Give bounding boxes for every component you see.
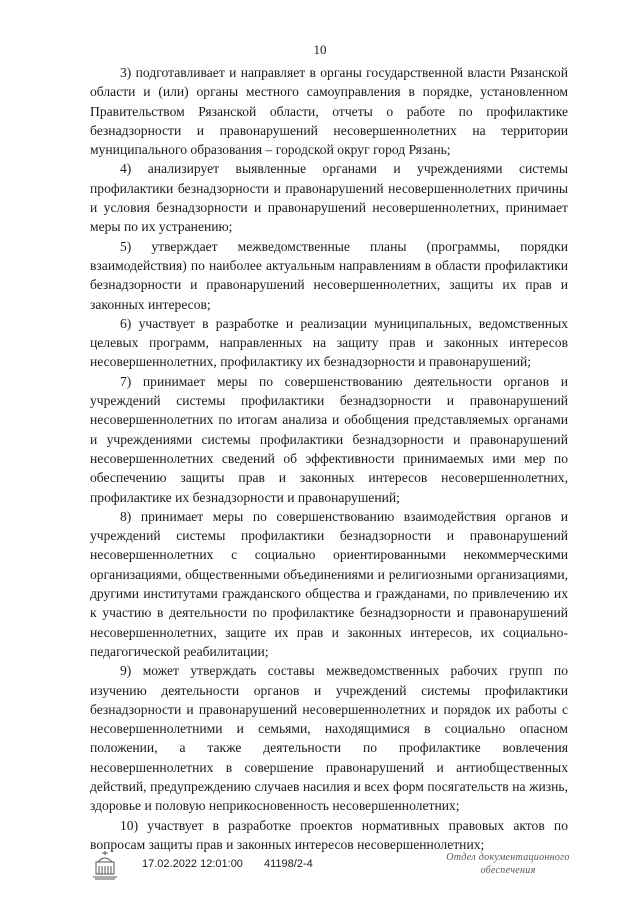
department-stamp bbox=[438, 851, 578, 877]
paragraph-4: 4) анализирует выявленные органами и учреждениями системы профилактики безнадзорности и правонарушений несовершеннолетних причины и условия безнадзорности и правонарушений несовершеннолетних, принимает меры по их устранению; bbox=[90, 161, 568, 235]
paragraph-9: 9) может утверждать составы межведомственных рабочих групп по изучению деятельности органов и учреждений системы профилактики безнадзорности и правонарушений несовершеннолетних и порядок их работы с несовершеннолетними и семьями, находящимися в социально опасном положении, а также деятельности по профилактике вовлечения несовершеннолетних в совершение правонарушений и антиобщественных действий, предупреждению случаев насилия и всех форм посягательств на жизнь, здоровье и половую неприкосновенность несовершеннолетних; bbox=[90, 663, 568, 814]
footer-document-id: 41198/2-4 bbox=[264, 858, 313, 870]
page-number: 10 bbox=[313, 42, 327, 57]
emblem-icon bbox=[88, 848, 122, 882]
paragraph-10: 10) участвует в разработке проектов нормативных правовых актов по вопросам защиты прав и законных интересов несовершеннолетних; bbox=[90, 817, 568, 852]
document-body bbox=[90, 63, 568, 854]
paragraph-8: 8) принимает меры по совершенствованию взаимодействия органов и учреждений системы профилактики безнадзорности и правонарушений несовершеннолетних с социально ориентированными некоммерческими организациями, общественными объединениями и религиозными организациями, другими институтами гражданского общества и гражданами, по привлечению их к участию в деятельности по профилактике безнадзорности и правонарушений несовершеннолетних, защите их прав и законных интересов, их социально-педагогической реабилитации; bbox=[90, 508, 568, 659]
stamp-line-1: Отдел документационного bbox=[446, 852, 570, 863]
paragraph-5: 5) утверждает межведомственные планы (программы, порядки взаимодействия) по наиболее актуальным направлениям в области профилактики безнадзорности и правонарушений несовершеннолетних, защиты их прав и законных интересов; bbox=[90, 238, 568, 312]
stamp-line-2: обеспечения bbox=[480, 865, 536, 876]
footer-datetime: 17.02.2022 12:01:00 bbox=[142, 858, 243, 870]
paragraph-3: 3) подготавливает и направляет в органы государственной власти Рязанской области и (или) органы местного самоуправления в порядке, установленном Правительством Рязанской области, отчеты о работе по профилактике безнадзорности и правонарушений несовершеннолетних на территории муниципального образования – городской округ город Рязань; bbox=[90, 65, 568, 158]
paragraph-7: 7) принимает меры по совершенствованию деятельности органов и учреждений системы профилактики безнадзорности и правонарушений несовершеннолетних по итогам анализа и обобщения представляемых органами и учреждениями системы профилактики безнадзорности и правонарушений несовершеннолетних сведений об эффективности принимаемых ими мер по обеспечению защиты прав и законных интересов несовершеннолетних, профилактике их безнадзорности и правонарушений; bbox=[90, 373, 568, 505]
paragraph-6: 6) участвует в разработке и реализации муниципальных, ведомственных целевых программ, направленных на защиту прав и законных интересов несовершеннолетних, профилактику их безнадзорности и правонарушений; bbox=[90, 315, 568, 370]
